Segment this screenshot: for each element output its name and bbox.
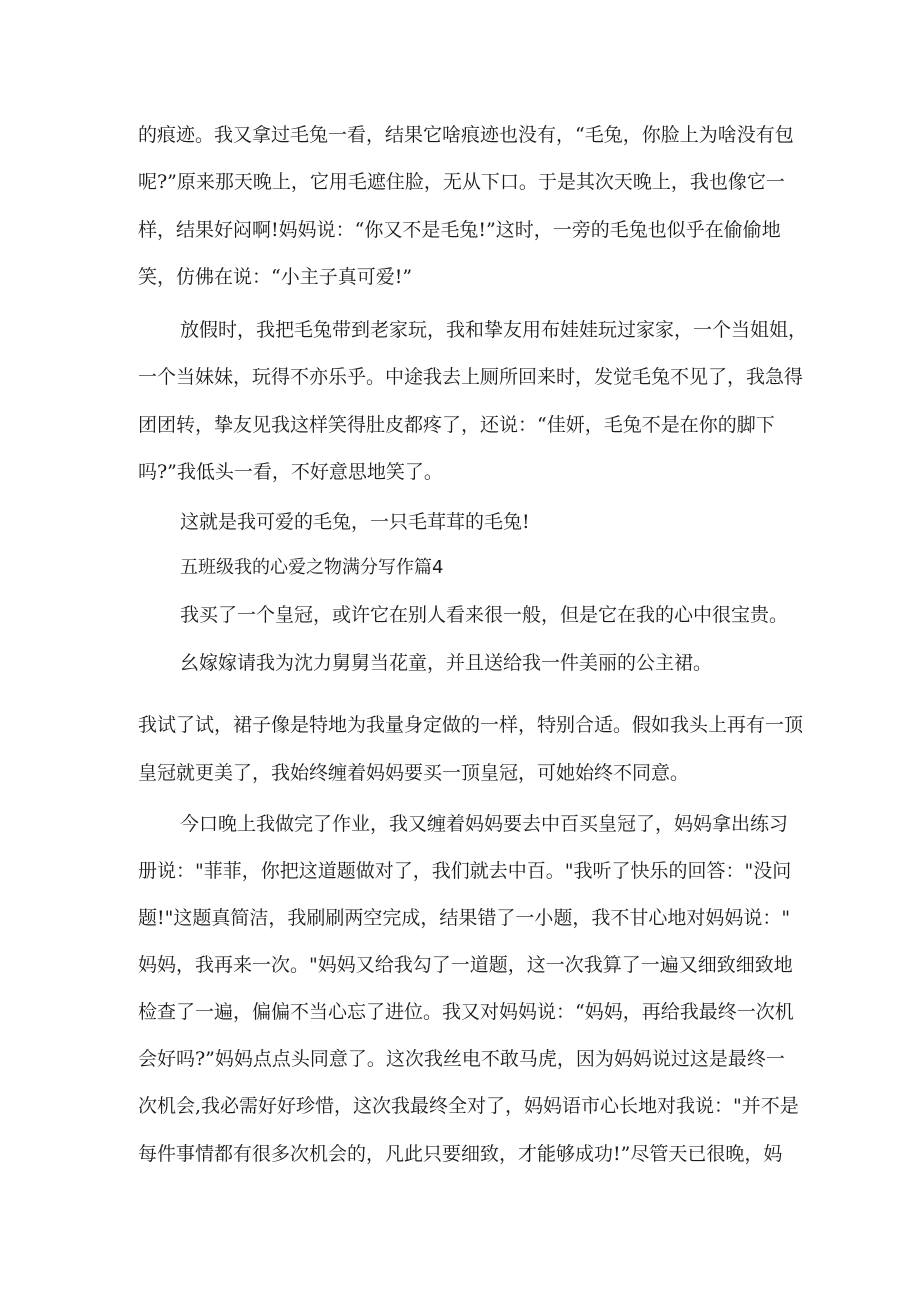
text-line: 笑，仿佛在说：“小主子真可爱!” — [138, 266, 413, 288]
text-line: 检查了一遍，偏偏不当心忘了进位。我又对妈妈说：“妈妈，再给我最终一次机 — [138, 1001, 794, 1023]
text-line: 呢?”原来那天晚上，它用毛遮住脸，无从下口。于是其次天晚上，我也像它一 — [138, 171, 785, 193]
section-heading: 五班级我的心爱之物满分写作篇4 — [180, 557, 444, 578]
text-line: 放假时，我把毛兔带到老家玩，我和挚友用布娃娃玩过家家，一个当姐姐， — [180, 319, 808, 341]
text-line: 我试了试，裙子像是特地为我量身定做的一样，特别合适。假如我头上再有一顶 — [138, 714, 804, 736]
text-line: 今口晚上我做完了作业，我又缠着妈妈要去中百买皇冠了，妈妈拿出练习 — [180, 813, 789, 835]
text-line: 册说："菲菲，你把这道题做对了，我们就去中百。"我听了快乐的回答："没问 — [138, 860, 792, 882]
text-line: 吗?”我低头一看，不好意思地笑了。 — [138, 461, 443, 483]
text-line: 样，结果好闷啊!妈妈说：“你又不是毛兔!”这时，一旁的毛兔也似乎在偷偷地 — [138, 219, 781, 241]
text-line: 皇冠就更美了，我始终缠着妈妈要买一顶皇冠，可她始终不同意。 — [138, 762, 690, 784]
text-line: 次机会,我必需好好珍惜，这次我最终全对了，妈妈语市心长地对我说："并不是 — [138, 1095, 799, 1117]
text-line: 幺嫁嫁请我为沈力舅舅当花童，并且送给我一件美丽的公主裙。 — [180, 652, 713, 674]
text-line: 团团转，挚友见我这样笑得肚皮都疼了，还说：“佳妍，毛兔不是在你的脚下 — [138, 414, 775, 436]
text-line: 一个当妹妹，玩得不亦乐乎。中途我去上厕所回来时，发觉毛兔不见了，我急得 — [138, 366, 804, 388]
text-line: 这就是我可爱的毛兔，一只毛茸茸的毛兔! — [180, 511, 530, 533]
text-line: 妈妈，我再来一次。"妈妈又给我勾了一道题，这一次我算了一遍又细致细致地 — [138, 954, 793, 976]
text-line: 我买了一个皇冠，或许它在别人看来很一般，但是它在我的心中很宝贵。 — [180, 604, 789, 626]
text-line: 每件事情都有很多次机会的，凡此只要细致，才能够成功!”尽管天已很晚，妈 — [138, 1143, 783, 1165]
text-line: 题!"这题真简洁，我刷刷两空完成，结果错了一小题，我不甘心地对妈妈说：" — [138, 907, 791, 929]
text-line: 的痕迹。我又拿过毛兔一看，结果它啥痕迹也没有，“毛兔，你脸上为啥没有包 — [138, 124, 794, 146]
text-line: 会好吗?”妈妈点点头同意了。这次我丝电不敢马虎，因为妈妈说过这是最终一 — [138, 1048, 785, 1070]
